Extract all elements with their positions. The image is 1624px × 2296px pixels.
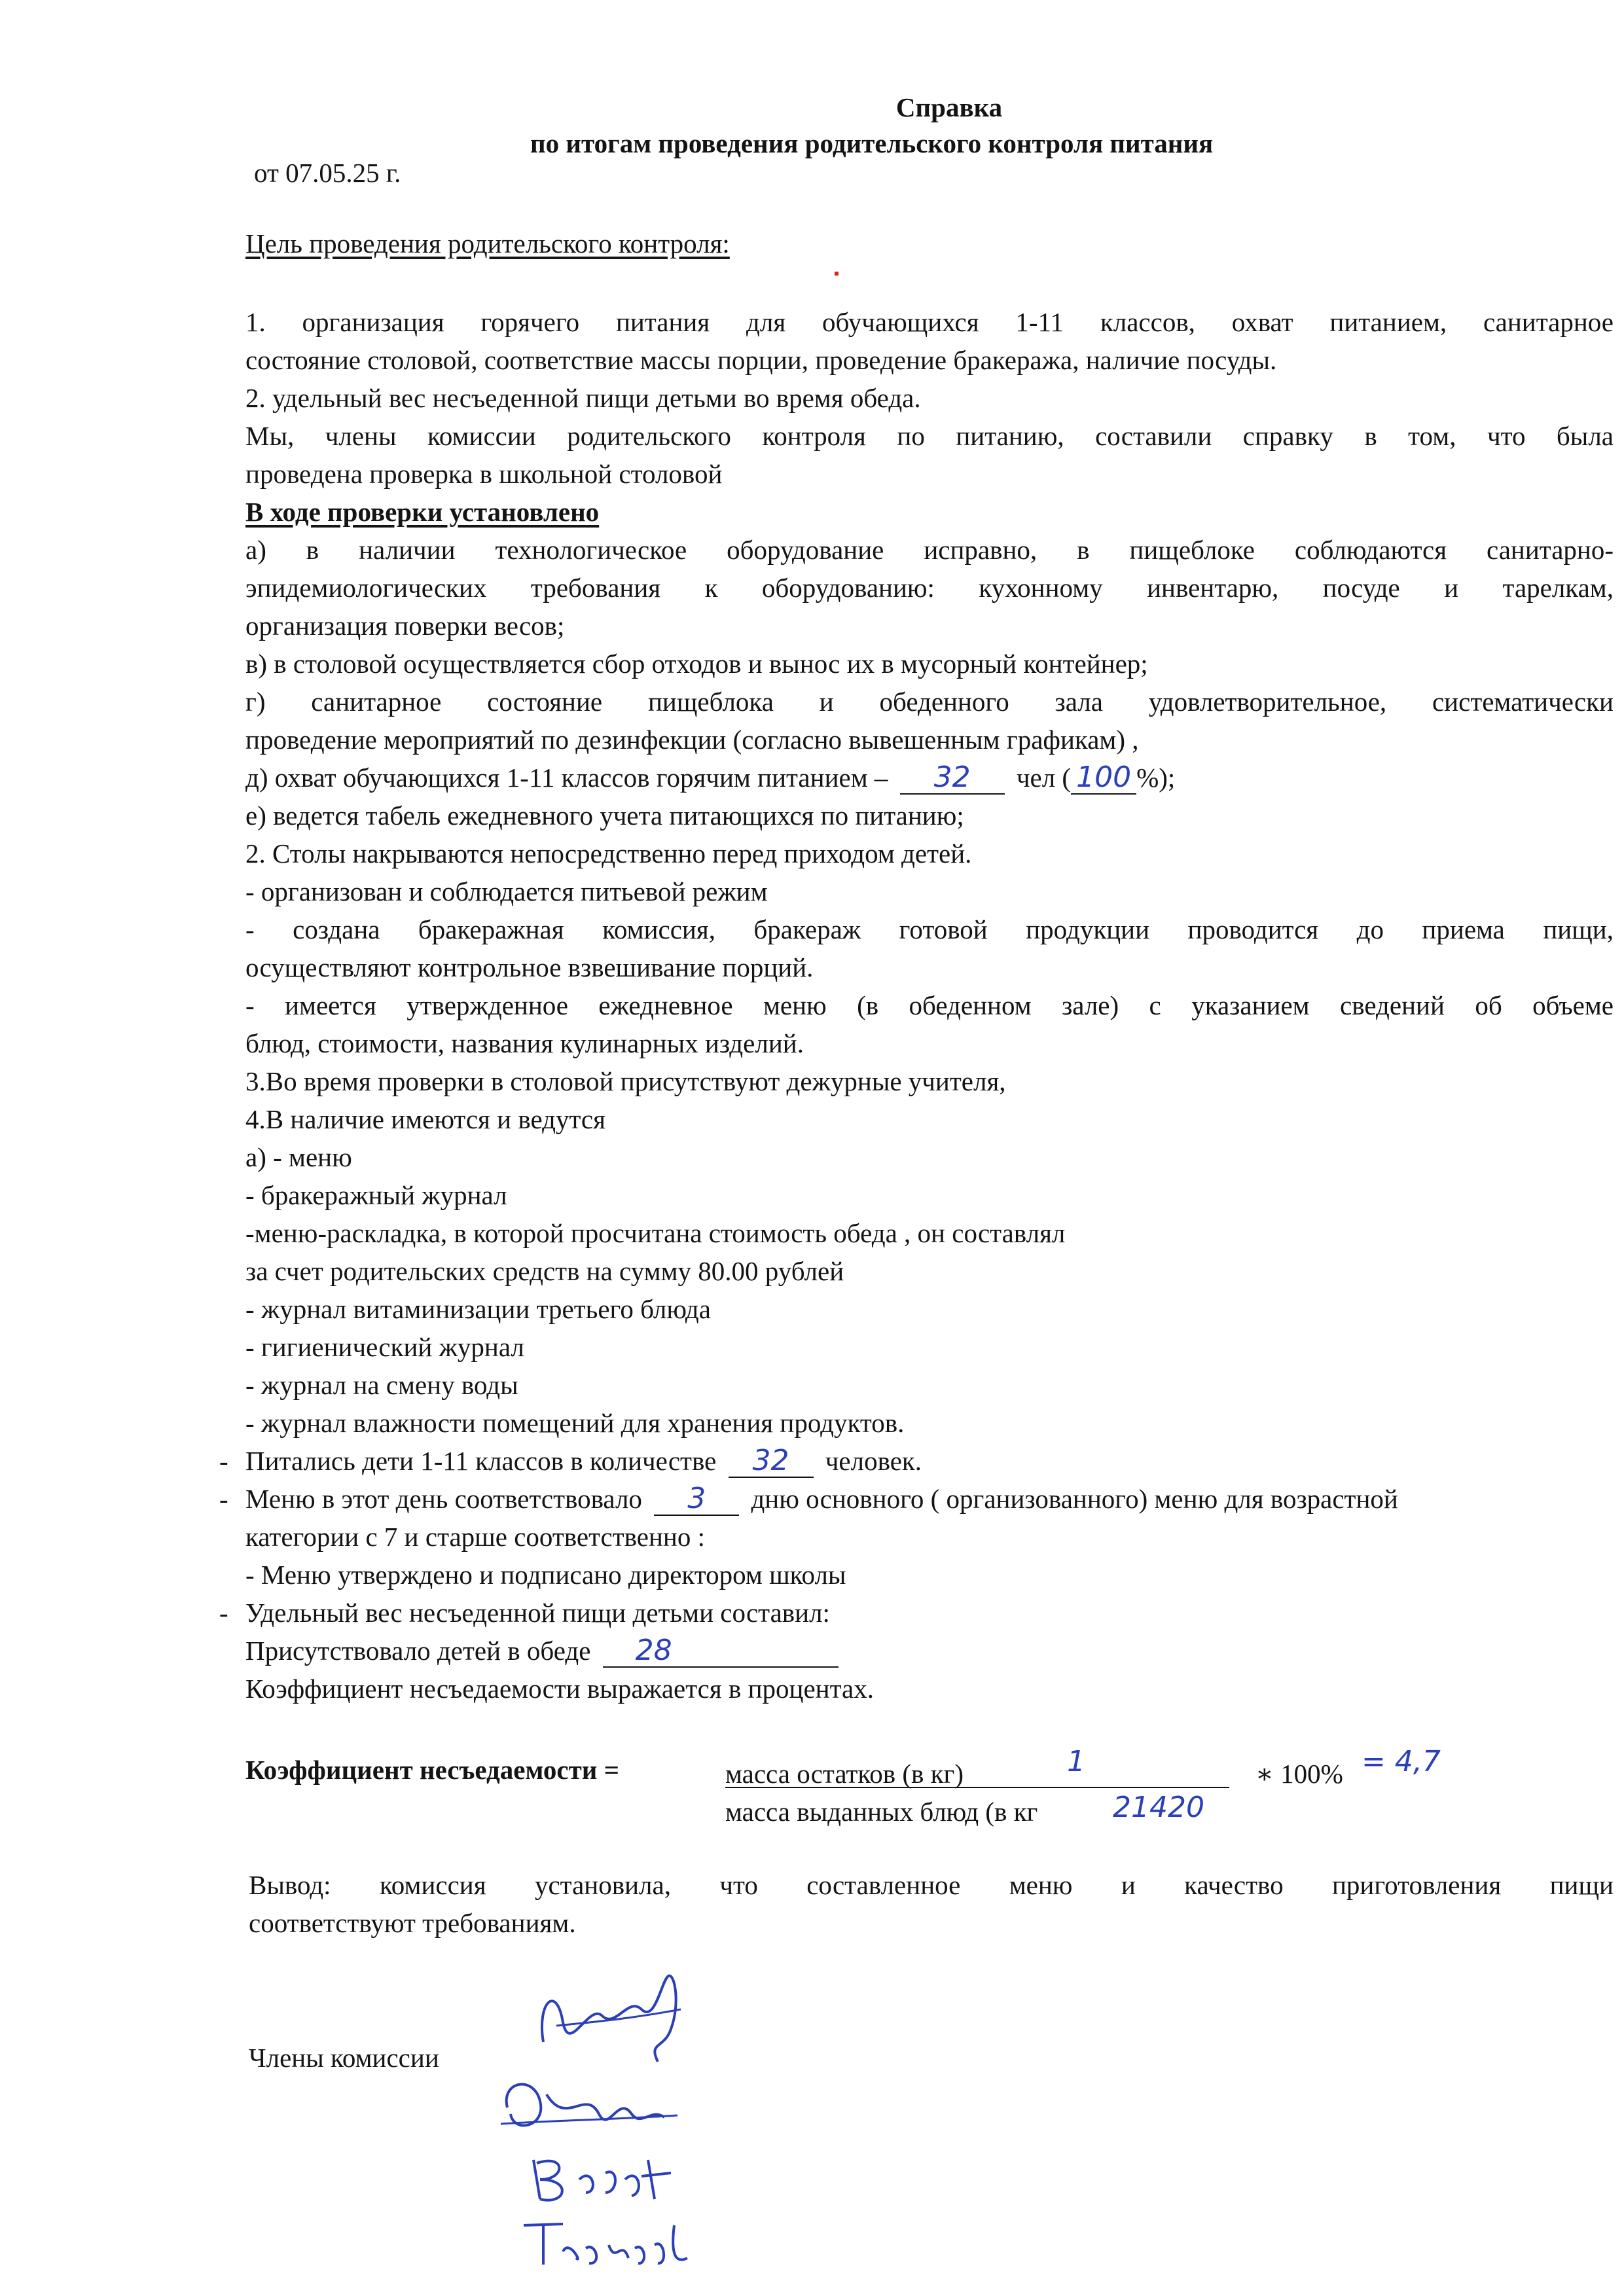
- present-line: [245, 1635, 839, 1668]
- doc-title: Справка: [895, 92, 1003, 122]
- menu-day: 3: [687, 1482, 706, 1515]
- list-water-journal: - журнал на смену воды: [245, 1370, 518, 1400]
- coverage-count: 32: [933, 761, 971, 794]
- list-vitamin-journal: - журнал витаминизации третьего блюда: [245, 1294, 711, 1324]
- signature-2: [488, 2068, 684, 2147]
- numerator-label: масса остатков (в кг): [725, 1759, 964, 1789]
- finding-e: е) ведется табель ежедневного учета питающихся по питанию;: [245, 800, 964, 831]
- finding-d-mid: чел (: [1016, 762, 1072, 793]
- result-value: = 4,7: [1362, 1745, 1441, 1778]
- signature-1: [517, 1964, 700, 2075]
- conclusion-line-1: Вывод: комиссия установила, что составленное меню и качество приготовления пищи: [249, 1870, 1614, 1900]
- finding-a-line-2: эпидемиологических требования к оборудованию: кухонному инвентарю, посуде и тарелкам,: [245, 573, 1614, 603]
- day-prefix: Меню в этот день соответствовало: [245, 1484, 642, 1514]
- signature-3: [514, 2140, 684, 2212]
- present-count-blank: [603, 1635, 839, 1668]
- members-label: Члены комиссии: [249, 2043, 439, 2073]
- doc-subtitle: по итогам проведения родительского контроля питания: [530, 128, 1214, 158]
- finding-a-line-1: а) в наличии технологическое оборудование исправно, в пищеблоке соблюдаются санитарно-: [245, 535, 1614, 565]
- brak-line-2: осуществляют контрольное взвешивание порций.: [245, 952, 814, 982]
- percent-note: Коэффициент несъедаемости выражается в процентах.: [245, 1674, 874, 1704]
- brak-line-1: - создана бракеражная комиссия, бракераж готовой продукции проводится до приема пищи,: [245, 914, 1614, 944]
- denominator-label: масса выданных блюд (в кг: [725, 1797, 1038, 1827]
- coverage-percent-blank: [1071, 762, 1136, 795]
- list-raskladka-line-1: -меню-раскладка, в которой просчитана стоимость обеда , он составлял: [245, 1218, 1066, 1248]
- coef-label: Коэффициент несъедаемости =: [245, 1755, 619, 1785]
- goal-heading: Цель проведения родительского контроля:: [245, 228, 730, 259]
- goal-item-1-line-2: состояние столовой, соответствие массы порции, проведение бракеража, наличие посуды.: [245, 345, 1277, 375]
- fed-suffix: человек.: [825, 1446, 922, 1476]
- list-hygiene-journal: - гигиенический журнал: [245, 1332, 524, 1362]
- check-heading: В ходе проверки установлено: [245, 497, 600, 527]
- section-4: 4.В наличие имеются и ведутся: [245, 1104, 605, 1134]
- menu-day-blank: [654, 1483, 739, 1516]
- goal-item-1-line-1: 1. организация горячего питания для обучающихся 1-11 классов, охват питанием, санитарное: [245, 307, 1614, 337]
- menu-line-2: блюд, стоимости, названия кулинарных изделий.: [245, 1028, 804, 1058]
- finding-d-prefix: д) охват обучающихся 1-11 классов горячим питанием –: [245, 762, 888, 793]
- coverage-count-blank: [900, 762, 1005, 795]
- finding-v: в) в столовой осуществляется сбор отходов и вынос их в мусорный контейнер;: [245, 649, 1148, 679]
- section-2: 2. Столы накрываются непосредственно перед приходом детей.: [245, 838, 972, 869]
- waste-line: Удельный вес несъеденной пищи детьми составил:: [245, 1598, 830, 1628]
- fed-line: [245, 1445, 922, 1478]
- bullet-fed: -: [219, 1446, 228, 1476]
- fed-prefix: Питались дети 1-11 классов в количестве: [245, 1446, 717, 1476]
- fed-count-blank: [729, 1445, 814, 1478]
- day-line: [245, 1483, 1398, 1516]
- issued-mass: 21420: [1113, 1791, 1204, 1824]
- waste-mass: 1: [1067, 1745, 1085, 1778]
- finding-g-line-2: проведение мероприятий по дезинфекции (согласно вывешенным графикам) ,: [245, 725, 1139, 755]
- list-menu: а) - меню: [245, 1142, 352, 1172]
- finding-a-line-3: организация поверки весов;: [245, 611, 565, 641]
- list-humidity-journal: - журнал влажности помещений для хранения продуктов.: [245, 1408, 905, 1438]
- coverage-percent: 100: [1076, 761, 1132, 794]
- present-count: 28: [635, 1634, 672, 1667]
- intro-line-1: Мы, члены комиссии родительского контроля по питанию, составили справку в том, что была: [245, 421, 1614, 451]
- intro-line-2: проведена проверка в школьной столовой: [245, 459, 723, 489]
- menu-approved: - Меню утверждено и подписано директором школы: [245, 1560, 846, 1590]
- menu-line-1: - имеется утвержденное ежедневное меню (в обеденном зале) с указанием сведений об объеме: [245, 990, 1614, 1020]
- doc-date: от 07.05.25 г.: [254, 158, 401, 188]
- bullet-waste: -: [219, 1598, 228, 1628]
- fraction-line: [725, 1787, 1229, 1788]
- signature-4: [511, 2212, 707, 2278]
- times-100: ∗ 100%: [1255, 1759, 1343, 1789]
- day-line-2: категории с 7 и старше соответственно :: [245, 1522, 705, 1552]
- bullet-day: -: [219, 1484, 228, 1514]
- drink-regime: - организован и соблюдается питьевой режим: [245, 876, 768, 906]
- list-raskladka-line-2: за счет родительских средств на сумму 80.00 рублей: [245, 1256, 844, 1286]
- present-prefix: Присутствовало детей в обеде: [245, 1636, 591, 1666]
- section-3: 3.Во время проверки в столовой присутствуют дежурные учителя,: [245, 1066, 1006, 1096]
- conclusion-line-2: соответствуют требованиям.: [249, 1908, 576, 1938]
- red-mark: [835, 272, 839, 276]
- finding-d-suffix: %);: [1136, 762, 1176, 793]
- day-suffix: дню основного ( организованного) меню для возрастной: [751, 1484, 1398, 1514]
- list-brak-journal: - бракеражный журнал: [245, 1180, 507, 1210]
- finding-d: [245, 762, 1175, 795]
- goal-item-2: 2. удельный вес несъеденной пищи детьми во время обеда.: [245, 383, 921, 413]
- finding-g-line-1: г) санитарное состояние пищеблока и обеденного зала удовлетворительное, систематически: [245, 687, 1614, 717]
- fed-count: 32: [752, 1444, 789, 1477]
